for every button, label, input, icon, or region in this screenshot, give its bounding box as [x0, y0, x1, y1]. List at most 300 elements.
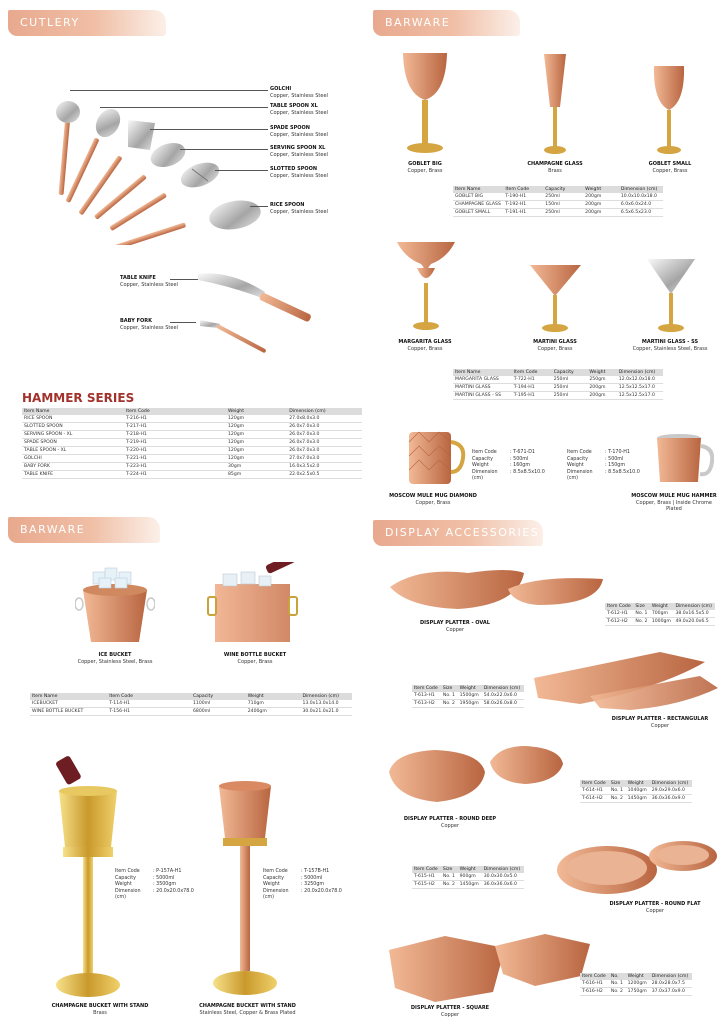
spec-value: : 8.5x8.5x10.0	[605, 469, 640, 475]
goblet-big-caption	[385, 161, 465, 174]
table-header-row	[453, 369, 663, 376]
col-size: Size	[609, 780, 626, 787]
square-platter-image	[385, 930, 595, 1005]
serving-spoon-material: Copper, Stainless Steel	[270, 151, 328, 158]
cell: SPADE SPOON	[22, 439, 124, 447]
col-size: Size	[441, 866, 458, 873]
cell: 1000gm	[650, 618, 674, 626]
cell: T-722-H1	[512, 376, 552, 384]
golchi-material: Copper, Stainless Steel	[270, 92, 328, 99]
table-row	[605, 610, 715, 618]
champagne-glass-image	[540, 52, 570, 157]
col-dimension: Dimension (cm)	[482, 685, 524, 692]
martini-glass-image	[528, 262, 583, 334]
spec-key: Dimension (cm)	[115, 888, 141, 900]
oval-platter-name: DISPLAY PLATTER - OVAL	[419, 620, 490, 626]
table-row	[412, 700, 524, 708]
table-header-row	[412, 866, 524, 873]
col-item-code: Item Code	[580, 973, 609, 980]
margarita-glass-caption	[385, 339, 465, 352]
cell: 28.0x28.0x7.5	[650, 980, 692, 988]
champagne-bucket-copper-name: CHAMPAGNE BUCKET WITH STAND	[199, 1003, 296, 1009]
cutlery-title: CUTLERY	[20, 16, 80, 29]
moscow-mule-diamond-specs	[472, 450, 545, 483]
cell: 1100ml	[191, 700, 246, 708]
table-row	[580, 787, 692, 795]
spec-value: : 160gm	[510, 463, 531, 468]
table-spoon-name: TABLE SPOON XL	[270, 103, 318, 109]
table-row	[412, 692, 524, 700]
table-header-row	[22, 408, 362, 415]
cell: T-191-H1	[503, 209, 543, 217]
spec-value: : 150gm	[605, 463, 626, 468]
round-flat-platter-caption	[600, 901, 710, 914]
col-dimension: Dimension (cm)	[617, 369, 663, 376]
table-row	[412, 881, 524, 889]
rectangular-platter-image	[530, 648, 720, 713]
wine-bottle-bucket-caption	[195, 652, 315, 665]
cell: 1450gm	[458, 881, 482, 889]
col-size: Size	[441, 685, 458, 692]
col-weight: Weight	[626, 973, 650, 980]
col-item-name: Item Name	[453, 369, 512, 376]
cell: No. 2	[441, 881, 458, 889]
cell: T-614-H1	[580, 787, 609, 795]
cell: No. 1	[609, 787, 626, 795]
cell: GOBLET SMALL	[453, 209, 503, 217]
col-item-code: Item Code	[503, 186, 543, 193]
table-row	[22, 471, 362, 479]
champagne-glass-material: Brass	[548, 167, 562, 174]
spade-spoon-name: SPADE SPOON	[270, 125, 310, 131]
cell: CHAMPAGNE GLASS	[453, 201, 503, 209]
cell: T-217-H1	[124, 423, 226, 431]
display-title: DISPLAY ACCESSORIES	[385, 526, 540, 539]
cell: 250gm	[587, 376, 616, 384]
knife-fork-illustration	[190, 262, 325, 357]
spec-row	[263, 889, 342, 902]
spec-key: Weight	[115, 882, 132, 887]
spec-value: : T-170-H1	[605, 450, 630, 455]
cell: T-219-H1	[124, 439, 226, 447]
cell: 54.0x22.0x6.0	[482, 692, 524, 700]
cell: 27.0x8.0x3.0	[287, 415, 362, 423]
cell: 120gm	[226, 415, 287, 423]
barware-top-title: BARWARE	[385, 16, 451, 29]
cell: MARTINI GLASS	[453, 384, 512, 392]
table-header-row	[605, 603, 715, 610]
cell: T-192-H1	[503, 201, 543, 209]
cell: T-194-H1	[512, 384, 552, 392]
goblet-small-material: Copper, Brass	[652, 167, 688, 174]
cell: 30.0x30.0x5.0	[482, 873, 524, 881]
cell: 36.0x36.0x6.0	[482, 881, 524, 889]
cell: 710gm	[246, 700, 301, 708]
cell: 700gm	[650, 610, 674, 618]
spec-key: Weight	[567, 463, 584, 468]
col-size: Size	[633, 603, 649, 610]
rectangular-platter-table	[412, 685, 524, 708]
cell: 1750gm	[626, 988, 650, 996]
cell: TABLE KNIFE	[22, 471, 124, 479]
round-flat-platter-name: DISPLAY PLATTER - ROUND FLAT	[609, 901, 701, 907]
cell: 13.0x13.0x14.0	[300, 700, 352, 708]
col-dimension: Dimension (cm)	[650, 973, 692, 980]
champagne-bucket-brass-caption	[25, 1003, 175, 1016]
cell: 26.0x7.0x3.0	[287, 447, 362, 455]
spec-value: : T-671-D1	[510, 450, 535, 455]
cell: T-615-H2	[412, 881, 441, 889]
cell: TABLE SPOON - XL	[22, 447, 124, 455]
round-deep-platter-caption	[395, 816, 505, 829]
spec-value: : P-157A-H1	[153, 869, 182, 874]
col-item-code: Item Code	[124, 408, 226, 415]
table-knife-material: Copper, Stainless Steel	[120, 281, 178, 288]
cell: T-216-H1	[124, 415, 226, 423]
round-flat-platter-table	[412, 866, 524, 889]
spec-value: : 20.0x20.0x78.0	[301, 888, 342, 894]
cell: T-616-H2	[580, 988, 609, 996]
cell: 29.0x29.0x6.0	[650, 787, 692, 795]
moscow-mule-hammer-image	[652, 432, 714, 487]
spec-key: Weight	[263, 882, 280, 887]
cell: T-223-H1	[124, 463, 226, 471]
cell: No. 2	[609, 988, 626, 996]
cell: 12.5x12.5x17.0	[617, 384, 663, 392]
cell: 27.0x7.0x3.0	[287, 455, 362, 463]
cell: 1450gm	[626, 795, 650, 803]
moscow-mule-hammer-material: Copper, Brass | Inside Chrome Plated	[636, 499, 712, 512]
cell: 250ml	[552, 376, 588, 384]
cell: 30gm	[226, 463, 287, 471]
cell: SLOTTED SPOON	[22, 423, 124, 431]
cell: 26.0x7.0x3.0	[287, 423, 362, 431]
martini-glass-ss-image	[645, 256, 697, 334]
cell: 120gm	[226, 431, 287, 439]
cell: T-195-H1	[512, 392, 552, 400]
cell: T-224-H1	[124, 471, 226, 479]
cell: 58.0x26.0x8.0	[482, 700, 524, 708]
cell: No. 2	[609, 795, 626, 803]
martini-glass-ss-material: Copper, Stainless Steel, Brass	[632, 345, 708, 352]
cell: 250ml	[543, 193, 583, 201]
table-row	[580, 988, 692, 996]
cell: 12.0x12.0x18.0	[617, 376, 663, 384]
round-deep-platter-table	[580, 780, 692, 803]
col-dimension: Dimension (cm)	[300, 693, 352, 700]
cell: GOLCHI	[22, 455, 124, 463]
spec-row	[567, 470, 640, 483]
table-row	[30, 700, 352, 708]
cell: No. 1	[609, 980, 626, 988]
wine-bottle-bucket-name: WINE BOTTLE BUCKET	[223, 652, 287, 658]
round-flat-platter-material: Copper	[645, 907, 665, 914]
col-item-code: Item Code	[412, 866, 441, 873]
cell: ICEBUCKET	[30, 700, 107, 708]
cell: 49.0x20.0x6.5	[673, 618, 715, 626]
spec-key: Item Code	[263, 869, 288, 874]
baby-fork-name: BABY FORK	[120, 318, 152, 324]
martini-glass-material: Copper, Brass	[537, 345, 573, 352]
cell: No. 1	[633, 610, 649, 618]
golchi-name: GOLCHI	[270, 86, 292, 92]
spade-spoon-material: Copper, Stainless Steel	[270, 131, 328, 138]
spec-value: : 3500gm	[153, 882, 177, 887]
hammer-series-title: HAMMER SERIES	[22, 391, 135, 405]
spec-value: : 5000ml	[301, 875, 323, 881]
margarita-glass-image	[395, 238, 457, 335]
spec-value: : 20.0x20.0x78.0	[153, 888, 194, 894]
table-header-row	[30, 693, 352, 700]
rice-spoon	[113, 197, 263, 245]
barware-bottom-title: BARWARE	[20, 523, 86, 536]
col-item-code: Item Code	[580, 780, 609, 787]
champagne-bucket-copper-specs	[263, 869, 342, 902]
goblet-big-material: Copper, Brass	[407, 167, 443, 174]
cell: 12.5x12.5x17.0	[617, 392, 663, 400]
spade-spoon-leader	[150, 129, 268, 130]
table-row	[22, 463, 362, 471]
cell: 1500gm	[458, 692, 482, 700]
martini-glass-caption	[515, 339, 595, 352]
cell: 6.0x6.0x24.0	[619, 201, 663, 209]
oval-platter-material: Copper	[445, 626, 465, 633]
serving-spoon-leader	[180, 149, 268, 150]
spec-value: : 5000ml	[153, 875, 175, 881]
cell: 6.5x6.5x23.0	[619, 209, 663, 217]
table-row	[580, 980, 692, 988]
slotted-spoon-leader	[215, 170, 268, 171]
table-spoon-material: Copper, Stainless Steel	[270, 109, 328, 116]
slotted-spoon-material: Copper, Stainless Steel	[270, 172, 328, 179]
goblet-small-image	[650, 62, 688, 157]
cell: No. 1	[441, 873, 458, 881]
spec-key: Capacity	[472, 456, 493, 462]
square-platter-material: Copper	[440, 1011, 460, 1018]
col-weight: Weight	[458, 685, 482, 692]
cell: T-220-H1	[124, 447, 226, 455]
round-deep-platter-material: Copper	[440, 822, 460, 829]
champagne-bucket-brass-specs	[115, 869, 194, 902]
cell: T-613-H1	[412, 692, 441, 700]
table-spoon-leader	[100, 107, 268, 108]
col-weight: Weight	[626, 780, 650, 787]
spec-value: : 500ml	[605, 456, 624, 462]
col-weight: Weight	[458, 866, 482, 873]
goblet-big-name: GOBLET BIG	[408, 161, 442, 167]
cell: T-615-H1	[412, 873, 441, 881]
cell: GOBLET BIG	[453, 193, 503, 201]
cell: 200gm	[583, 209, 619, 217]
table-row	[22, 439, 362, 447]
moscow-mule-diamond-caption	[378, 493, 488, 506]
round-flat-platter-image	[555, 838, 720, 898]
wine-bottle-bucket-image	[205, 562, 300, 647]
moscow-mule-diamond-name: MOSCOW MULE MUG DIAMOND	[389, 493, 477, 499]
table-row	[605, 618, 715, 626]
goblet-small-name: GOBLET SMALL	[648, 161, 692, 167]
table-row	[412, 873, 524, 881]
table-row	[453, 193, 663, 201]
cell: RICE SPOON	[22, 415, 124, 423]
cell: 1950gm	[458, 700, 482, 708]
wine-bottle-bucket-material: Copper, Brass	[237, 658, 273, 665]
cell: No. 2	[633, 618, 649, 626]
champagne-glass-name: CHAMPAGNE GLASS	[527, 161, 583, 167]
cell: 200gm	[587, 384, 616, 392]
table-header-row	[580, 780, 692, 787]
baby-fork	[200, 320, 267, 353]
barware-bottom-header	[8, 517, 160, 543]
table-knife-name: TABLE KNIFE	[120, 275, 156, 281]
champagne-bucket-copper-caption	[180, 1003, 315, 1016]
table-row	[22, 423, 362, 431]
champagne-glass-caption	[515, 161, 595, 174]
cell: T-190-H1	[503, 193, 543, 201]
col-weight: Weight	[650, 603, 674, 610]
cell: T-614-H2	[580, 795, 609, 803]
col-dimension: Dimension (cm)	[482, 866, 524, 873]
table-row	[22, 447, 362, 455]
table-knife-label	[120, 275, 178, 288]
col-dimension: Dimension (cm)	[287, 408, 362, 415]
serving-spoon-label	[270, 145, 328, 158]
cell: 16.0x3.5x2.0	[287, 463, 362, 471]
moscow-mule-hammer-specs	[567, 450, 640, 483]
cell: 26.0x7.0x3.0	[287, 439, 362, 447]
ice-bucket-caption	[55, 652, 175, 665]
table-row	[453, 209, 663, 217]
champagne-bucket-brass-name: CHAMPAGNE BUCKET WITH STAND	[51, 1003, 149, 1009]
spec-key: Capacity	[263, 875, 284, 881]
round-deep-platter-name: DISPLAY PLATTER - ROUND DEEP	[403, 816, 497, 822]
table-row	[22, 455, 362, 463]
col-weight: Weight	[583, 186, 619, 193]
oval-platter-caption	[395, 620, 515, 633]
col-weight: Weight	[587, 369, 616, 376]
cell: 120gm	[226, 455, 287, 463]
table-header-row	[580, 973, 692, 980]
col-dimension: Dimension (cm)	[673, 603, 715, 610]
cell: T-218-H1	[124, 431, 226, 439]
cell: 250ml	[552, 392, 588, 400]
table-row	[453, 376, 663, 384]
cell: 2400gm	[246, 708, 301, 716]
golchi-leader	[70, 90, 268, 91]
cell: 36.0x36.0x9.0	[650, 795, 692, 803]
ice-bucket-image	[75, 562, 155, 647]
spec-key: Dimension (cm)	[263, 888, 289, 900]
martini-table	[453, 369, 663, 400]
table-header-row	[453, 186, 663, 193]
margarita-glass-name: MARGARITA GLASS	[398, 339, 452, 345]
oval-platter-image	[388, 565, 608, 615]
champagne-bucket-brass-material: Brass	[93, 1009, 107, 1016]
ice-bucket-material: Copper, Stainless Steel, Brass	[77, 658, 153, 665]
rectangular-platter-name: DISPLAY PLATTER - RECTANGULAR	[611, 716, 709, 722]
spec-value: : 3250gm	[301, 882, 325, 887]
martini-glass-ss-caption	[620, 339, 720, 352]
display-header	[373, 520, 543, 546]
cell: SERVING SPOON - XL	[22, 431, 124, 439]
table-row	[453, 384, 663, 392]
table-row	[22, 431, 362, 439]
cell: 6800ml	[191, 708, 246, 716]
baby-fork-label	[120, 318, 178, 331]
moscow-mule-hammer-caption	[628, 493, 720, 513]
ice-bucket-table	[30, 693, 352, 716]
spec-value: : T-157B-H1	[301, 869, 330, 874]
serving-spoon-name: SERVING SPOON XL	[270, 145, 326, 151]
square-platter-name: DISPLAY PLATTER - SQUARE	[410, 1005, 490, 1011]
round-deep-platter-image	[385, 742, 570, 812]
spec-value: : 500ml	[510, 456, 529, 462]
cell: No. 2	[441, 700, 458, 708]
spec-key: Item Code	[472, 450, 497, 455]
col-dimension: Dimension (cm)	[619, 186, 663, 193]
moscow-mule-diamond-image	[405, 428, 467, 488]
cell: 150ml	[543, 201, 583, 209]
moscow-mule-diamond-material: Copper, Brass	[415, 499, 451, 506]
cell: 1200gm	[626, 980, 650, 988]
table-knife	[198, 273, 312, 322]
cell: T-616-H1	[580, 980, 609, 988]
spec-value: : 8.5x8.5x10.0	[510, 469, 545, 475]
cell: 200gm	[587, 392, 616, 400]
col-item-code: Item Code	[605, 603, 633, 610]
table-row	[30, 708, 352, 716]
barware-top-header	[373, 10, 520, 36]
col-item-name: Item Name	[22, 408, 124, 415]
champagne-bucket-copper-material: Stainless Steel, Copper & Brass Plated	[199, 1009, 296, 1016]
rectangular-platter-material: Copper	[650, 722, 670, 729]
table-row	[22, 415, 362, 423]
goblet-small-caption	[630, 161, 710, 174]
slotted-spoon-name: SLOTTED SPOON	[270, 166, 318, 172]
cell: 250ml	[552, 384, 588, 392]
martini-glass-name: MARTINI GLASS	[533, 339, 577, 345]
cell: 10.0x10.0x18.0	[619, 193, 663, 201]
spec-row	[472, 470, 545, 483]
hammer-series-table	[22, 408, 362, 479]
spec-key: Dimension (cm)	[567, 469, 593, 481]
col-item-code: Item Code	[412, 685, 441, 692]
cell: 120gm	[226, 439, 287, 447]
oval-platter-table	[605, 603, 715, 626]
cell: No. 1	[441, 692, 458, 700]
rice-spoon-name: RICE SPOON	[270, 202, 305, 208]
rice-spoon-leader	[250, 206, 268, 207]
col-dimension: Dimension (cm)	[650, 780, 692, 787]
cell: WINE BOTTLE BUCKET	[30, 708, 107, 716]
table-row	[453, 201, 663, 209]
cell: 38.0x16.5x5.0	[673, 610, 715, 618]
rectangular-platter-caption	[605, 716, 715, 729]
col-capacity: Capacity	[552, 369, 588, 376]
col-weight: Weight	[246, 693, 301, 700]
rice-spoon-material: Copper, Stainless Steel	[270, 208, 328, 215]
baby-fork-material: Copper, Stainless Steel	[120, 324, 178, 331]
goblet-table	[453, 186, 663, 217]
cell: 22.0x2.5x0.5	[287, 471, 362, 479]
table-row	[453, 392, 663, 400]
table-spoon-label	[270, 103, 328, 116]
col-capacity: Capacity	[543, 186, 583, 193]
col-weight: Weight	[226, 408, 287, 415]
cell: T-612-H2	[605, 618, 633, 626]
goblet-big-image	[400, 48, 450, 158]
cell: 250ml	[543, 209, 583, 217]
